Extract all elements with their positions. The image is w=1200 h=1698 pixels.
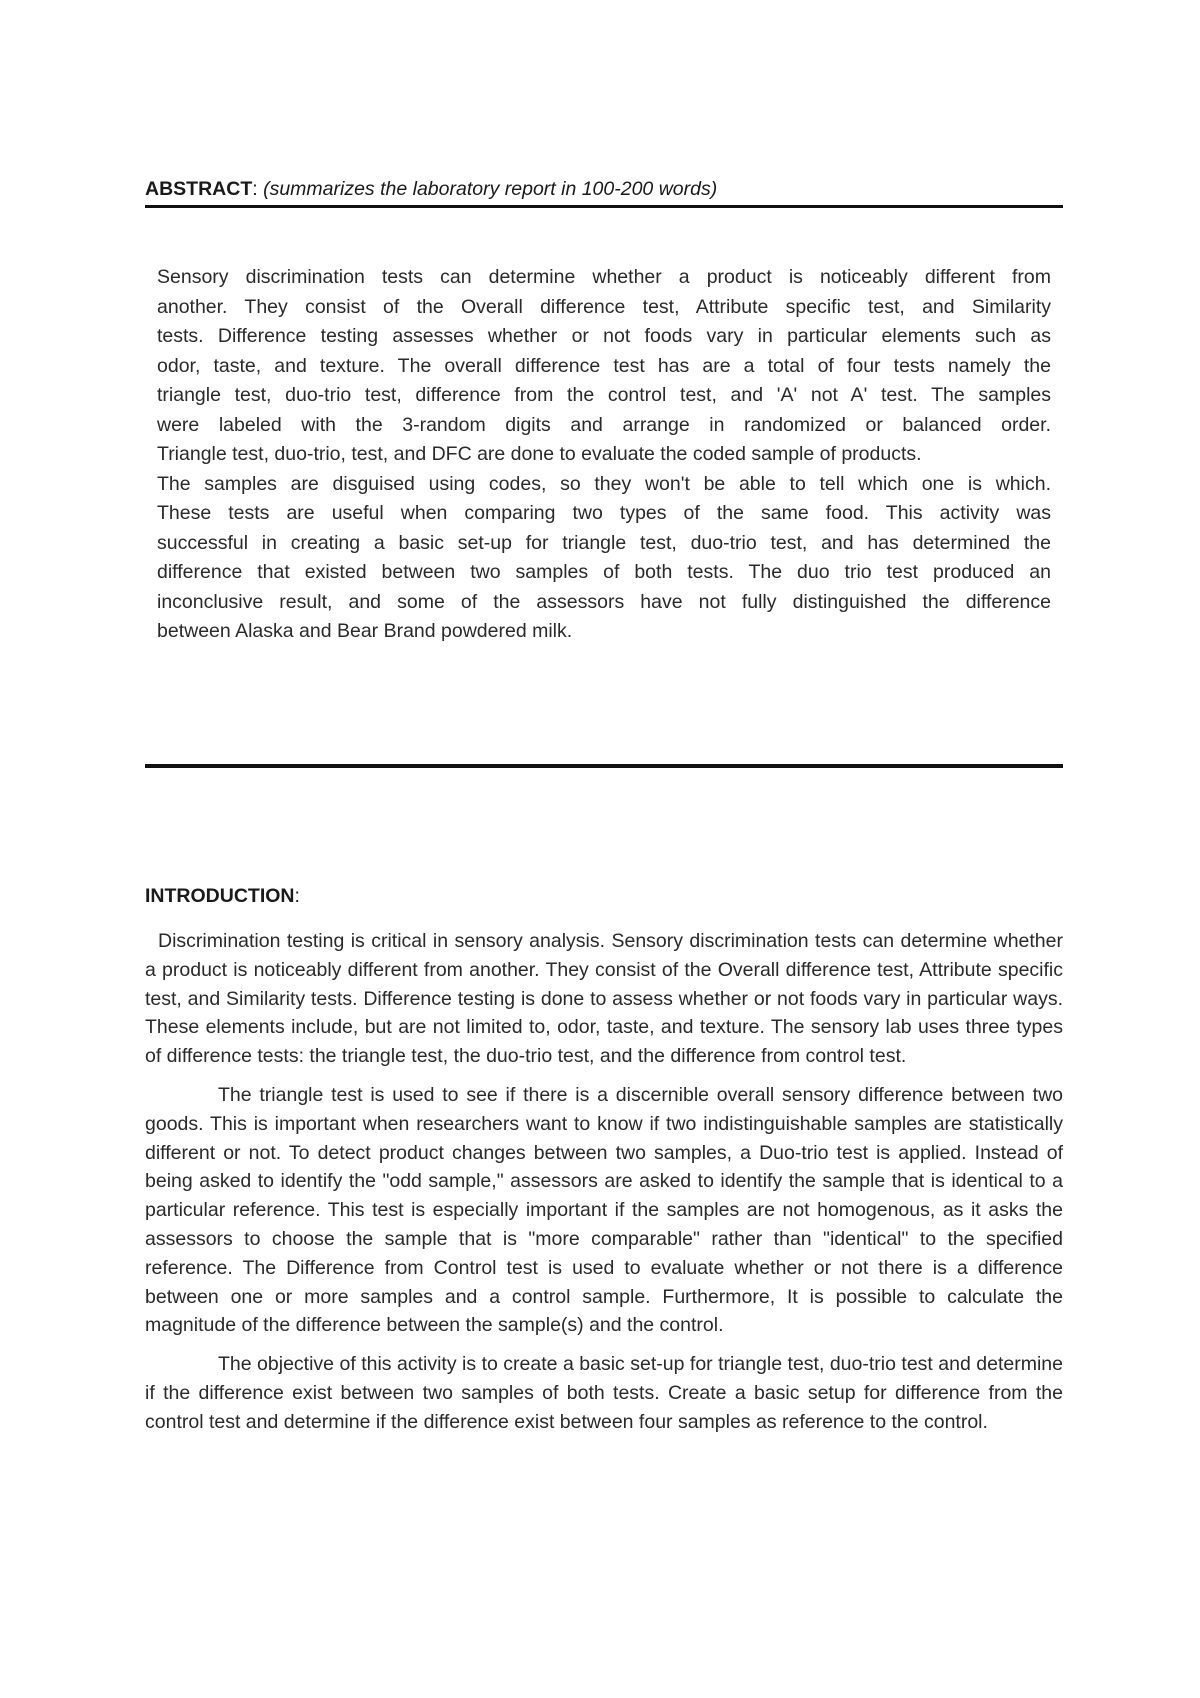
introduction-paragraph: The objective of this activity is to create a basic set-up for triangle test, duo-trio test and determine if the difference exist between two samples of both tests. Create a basic setup for difference from the control test and determine if the difference exist between four samples as reference to the control.	[145, 1353, 1063, 1433]
abstract-bottom-rule	[145, 764, 1063, 768]
abstract-body	[157, 263, 1051, 647]
abstract-word-count-note: (summarizes the laboratory report in 100-200 words)	[263, 178, 718, 200]
introduction-paragraph: The triangle test is used to see if there is a discernible overall sensory difference between two goods. This is important when researchers want to know if two indistinguishable samples are statistically different or not. To detect product changes between two samples, a Duo-trio test is applied. Instead of being asked to identify the "odd sample," assessors are asked to identify the sample that is identical to a particular reference. This test is especially important if the samples are not homogenous, as it asks the assessors to choose the sample that is "more comparable" rather than "identical" to the specified reference. The Difference from Control test is used to evaluate whether or not there is a difference between one or more samples and a control sample. Furthermore, It is possible to calculate the magnitude of the difference between the sample(s) and the control.	[145, 1083, 1063, 1337]
abstract-line: another. They consist of the Overall difference test, Attribute specific test, and Similarity	[157, 295, 1051, 318]
abstract-line: Triangle test, duo-trio, test, and DFC are done to evaluate the coded sample of products.	[157, 443, 922, 465]
abstract-line: These tests are useful when comparing two types of the same food. This activity was	[157, 502, 1051, 524]
introduction-heading	[145, 884, 300, 908]
abstract-line: tests. Difference testing assesses whether or not foods vary in particular elements such as	[157, 325, 1051, 347]
introduction-paragraph: Discrimination testing is critical in sensory analysis. Sensory discrimination tests can determine whether a product is noticeably different from another. They consist of the Overall difference test, Attribute specific test, and Similarity tests. Difference testing is done to assess whether or not foods vary in particular ways. These elements include, but are not limited to, odor, taste, and texture. The sensory lab uses three types of difference tests: the triangle test, the duo-trio test, and the difference from control test.	[145, 930, 1063, 1068]
abstract-line: odor, taste, and texture. The overall difference test has are a total of four tests namely the	[157, 354, 1051, 377]
introduction-label: INTRODUCTION	[145, 885, 295, 907]
abstract-line: Sensory discrimination tests can determine whether a product is noticeably different from	[157, 266, 1051, 288]
abstract-top-rule	[145, 205, 1063, 208]
abstract-line: successful in creating a basic set-up for triangle test, duo-trio test, and has determined the	[157, 531, 1051, 554]
introduction-body	[145, 927, 1063, 1447]
abstract-label: ABSTRACT	[145, 178, 253, 200]
abstract-line: difference that existed between two samples of both tests. The duo trio test produced an	[157, 561, 1051, 583]
abstract-heading	[145, 177, 1063, 201]
abstract-line: The samples are disguised using codes, so they won't be able to tell which one is which.	[157, 472, 1051, 495]
abstract-line: were labeled with the 3-random digits and arrange in randomized or balanced order.	[157, 413, 1051, 436]
abstract-line: between Alaska and Bear Brand powdered milk.	[157, 620, 573, 642]
abstract-line: inconclusive result, and some of the assessors have not fully distinguished the difference	[157, 590, 1051, 613]
abstract-colon: :	[252, 178, 264, 200]
abstract-line: triangle test, duo-trio test, difference from the control test, and 'A' not A' test. The samples	[157, 384, 1051, 406]
introduction-colon: :	[294, 885, 300, 907]
